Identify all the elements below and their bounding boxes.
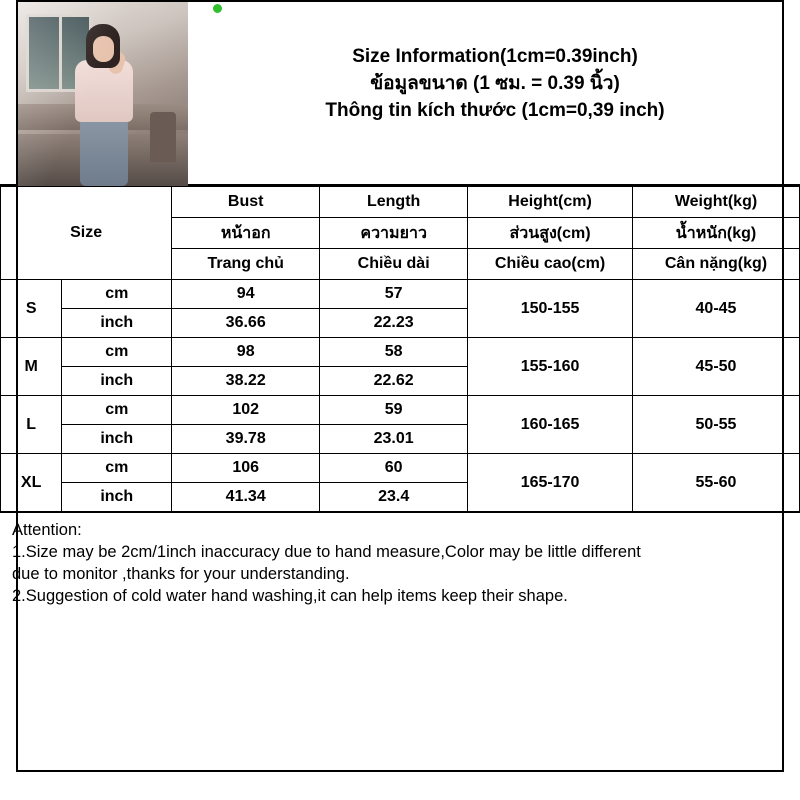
photo-glare (18, 0, 188, 186)
cell-length-cm-s: 57 (320, 280, 468, 309)
cell-weight-l: 50-55 (632, 396, 799, 454)
header-length-en: Length (320, 187, 468, 218)
cell-bust-cm-xl: 106 (172, 454, 320, 483)
header-bust-th: หน้าอก (172, 218, 320, 249)
row-unit-inch: inch (62, 483, 172, 512)
attention-line-3: 2.Suggestion of cold water hand washing,it can help items keep their shape. (12, 587, 568, 606)
attention-line-2: due to monitor ,thanks for your understanding. (12, 565, 350, 584)
row-size-l: L (1, 396, 62, 454)
header-length-vi: Chiều dài (320, 249, 468, 280)
attention-block (0, 512, 800, 607)
header-height-th: ส่วนสูง(cm) (468, 218, 633, 249)
row-unit-cm: cm (62, 338, 172, 367)
title-block (190, 44, 800, 125)
row-size-xl: XL (1, 454, 62, 512)
row-unit-cm: cm (62, 280, 172, 309)
header-height-en: Height(cm) (468, 187, 633, 218)
header-bust-en: Bust (172, 187, 320, 218)
cell-length-inch-m: 22.62 (320, 367, 468, 396)
header-height-vi: Chiều cao(cm) (468, 249, 633, 280)
cell-bust-cm-m: 98 (172, 338, 320, 367)
cell-bust-inch-xl: 41.34 (172, 483, 320, 512)
cell-height-m: 155-160 (468, 338, 633, 396)
cell-bust-inch-m: 38.22 (172, 367, 320, 396)
cell-bust-inch-s: 36.66 (172, 309, 320, 338)
row-size-s: S (1, 280, 62, 338)
table-row (1, 454, 800, 483)
cell-length-cm-l: 59 (320, 396, 468, 425)
table-row (1, 338, 800, 367)
row-unit-inch: inch (62, 309, 172, 338)
header-length-th: ความยาว (320, 218, 468, 249)
product-photo (18, 0, 188, 186)
cell-length-inch-s: 22.23 (320, 309, 468, 338)
cell-weight-xl: 55-60 (632, 454, 799, 512)
header-bust-vi: Trang chủ (172, 249, 320, 280)
cell-height-xl: 165-170 (468, 454, 633, 512)
size-table (0, 186, 800, 512)
cell-bust-cm-l: 102 (172, 396, 320, 425)
cell-bust-inch-l: 39.78 (172, 425, 320, 454)
cell-bust-cm-s: 94 (172, 280, 320, 309)
cell-length-cm-xl: 60 (320, 454, 468, 483)
table-header-row-en (1, 187, 800, 218)
row-unit-cm: cm (62, 396, 172, 425)
cell-length-cm-m: 58 (320, 338, 468, 367)
header-size-label: Size (1, 187, 172, 280)
cell-length-inch-xl: 23.4 (320, 483, 468, 512)
attention-title: Attention: (12, 521, 82, 539)
row-unit-inch: inch (62, 367, 172, 396)
green-dot-icon (213, 4, 222, 13)
cell-height-s: 150-155 (468, 280, 633, 338)
header-weight-vi: Cân nặng(kg) (632, 249, 799, 280)
header-weight-th: น้ำหนัก(kg) (632, 218, 799, 249)
cell-height-l: 160-165 (468, 396, 633, 454)
header-weight-en: Weight(kg) (632, 187, 799, 218)
cell-weight-m: 45-50 (632, 338, 799, 396)
header (0, 0, 800, 186)
cell-weight-s: 40-45 (632, 280, 799, 338)
table-row (1, 396, 800, 425)
title-line-en: Size Information(1cm=0.39inch) (352, 46, 638, 67)
attention-line-1: 1.Size may be 2cm/1inch inaccuracy due to hand measure,Color may be little different (12, 543, 641, 562)
title-line-vi: Thông tin kích thước (1cm=0,39 inch) (325, 99, 665, 121)
row-size-m: M (1, 338, 62, 396)
row-unit-cm: cm (62, 454, 172, 483)
table-row (1, 280, 800, 309)
row-unit-inch: inch (62, 425, 172, 454)
title-line-th: ข้อมูลขนาด (1 ซม. = 0.39 นิ้ว) (370, 72, 620, 94)
cell-length-inch-l: 23.01 (320, 425, 468, 454)
